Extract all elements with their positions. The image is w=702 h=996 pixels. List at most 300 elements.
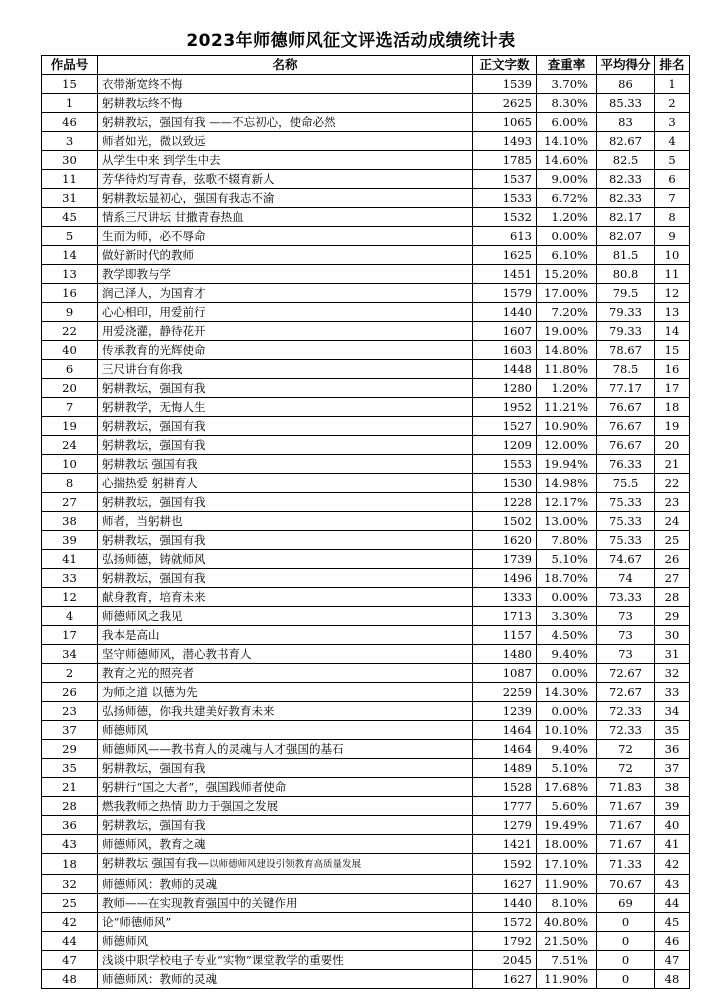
document-title: 2023年师德师风征文评选活动成绩统计表 bbox=[186, 31, 516, 51]
cell-name: 我本是高山 bbox=[98, 626, 473, 645]
cell-score: 75.5 bbox=[597, 474, 655, 493]
cell-dup: 12.17% bbox=[537, 493, 597, 512]
cell-rank: 8 bbox=[655, 208, 690, 227]
cell-id: 7 bbox=[42, 398, 98, 417]
cell-words: 1489 bbox=[473, 759, 537, 778]
cell-score: 76.67 bbox=[597, 398, 655, 417]
cell-score: 73.33 bbox=[597, 588, 655, 607]
cell-dup: 14.98% bbox=[537, 474, 597, 493]
cell-rank: 2 bbox=[655, 94, 690, 113]
table-row bbox=[42, 645, 690, 664]
cell-dup: 5.10% bbox=[537, 550, 597, 569]
table-row bbox=[42, 816, 690, 835]
cell-score: 80.8 bbox=[597, 265, 655, 284]
cell-rank: 36 bbox=[655, 740, 690, 759]
cell-score: 71.33 bbox=[597, 854, 655, 875]
table-row bbox=[42, 75, 690, 94]
cell-name: 生而为师，必不辱命 bbox=[98, 227, 473, 246]
table-row bbox=[42, 227, 690, 246]
cell-id: 13 bbox=[42, 265, 98, 284]
cell-rank: 19 bbox=[655, 417, 690, 436]
cell-name: 师者如光，微以致远 bbox=[98, 132, 473, 151]
cell-rank: 25 bbox=[655, 531, 690, 550]
cell-rank: 6 bbox=[655, 170, 690, 189]
cell-name: 弘扬师德，你我共建美好教育未来 bbox=[98, 702, 473, 721]
header-dup: 查重率 bbox=[537, 56, 597, 75]
cell-id: 48 bbox=[42, 970, 98, 989]
cell-dup: 0.00% bbox=[537, 664, 597, 683]
cell-id: 6 bbox=[42, 360, 98, 379]
cell-name: 躬耕教坛显初心，强国有我志不渝 bbox=[98, 189, 473, 208]
cell-score: 77.17 bbox=[597, 379, 655, 398]
cell-name: 躬耕教坛，强国有我 bbox=[98, 569, 473, 588]
cell-dup: 14.10% bbox=[537, 132, 597, 151]
cell-score: 76.67 bbox=[597, 436, 655, 455]
table-row bbox=[42, 493, 690, 512]
cell-words: 1785 bbox=[473, 151, 537, 170]
cell-words: 1157 bbox=[473, 626, 537, 645]
cell-rank: 35 bbox=[655, 721, 690, 740]
cell-dup: 8.10% bbox=[537, 894, 597, 913]
cell-name: 躬耕教坛，强国有我 bbox=[98, 531, 473, 550]
cell-dup: 6.10% bbox=[537, 246, 597, 265]
header-name: 名称 bbox=[98, 56, 473, 75]
cell-rank: 46 bbox=[655, 932, 690, 951]
cell-dup: 7.20% bbox=[537, 303, 597, 322]
table-row bbox=[42, 932, 690, 951]
cell-dup: 18.00% bbox=[537, 835, 597, 854]
cell-words: 1537 bbox=[473, 170, 537, 189]
cell-id: 20 bbox=[42, 379, 98, 398]
cell-words: 1065 bbox=[473, 113, 537, 132]
table-row bbox=[42, 322, 690, 341]
cell-words: 1603 bbox=[473, 341, 537, 360]
cell-id: 19 bbox=[42, 417, 98, 436]
cell-id: 21 bbox=[42, 778, 98, 797]
table-row bbox=[42, 531, 690, 550]
cell-score: 72 bbox=[597, 759, 655, 778]
cell-words: 1530 bbox=[473, 474, 537, 493]
table-row bbox=[42, 588, 690, 607]
cell-id: 35 bbox=[42, 759, 98, 778]
cell-rank: 5 bbox=[655, 151, 690, 170]
cell-words: 2625 bbox=[473, 94, 537, 113]
cell-id: 29 bbox=[42, 740, 98, 759]
cell-name: 躬耕教坛，强国有我 bbox=[98, 436, 473, 455]
cell-name: 润己泽人，为国育才 bbox=[98, 284, 473, 303]
table-row bbox=[42, 379, 690, 398]
cell-dup: 19.49% bbox=[537, 816, 597, 835]
cell-words: 1451 bbox=[473, 265, 537, 284]
table-row bbox=[42, 113, 690, 132]
cell-rank: 27 bbox=[655, 569, 690, 588]
cell-rank: 29 bbox=[655, 607, 690, 626]
cell-rank: 40 bbox=[655, 816, 690, 835]
table-row bbox=[42, 759, 690, 778]
cell-name: 衣带渐宽终不悔 bbox=[98, 75, 473, 94]
cell-rank: 26 bbox=[655, 550, 690, 569]
cell-score: 69 bbox=[597, 894, 655, 913]
cell-dup: 12.00% bbox=[537, 436, 597, 455]
cell-name: 躬耕教坛，强国有我 bbox=[98, 493, 473, 512]
cell-dup: 11.21% bbox=[537, 398, 597, 417]
cell-id: 46 bbox=[42, 113, 98, 132]
cell-words: 1087 bbox=[473, 664, 537, 683]
cell-name: 躬耕教坛 强国有我 bbox=[98, 455, 473, 474]
cell-dup: 0.00% bbox=[537, 702, 597, 721]
table-row bbox=[42, 436, 690, 455]
table-row bbox=[42, 246, 690, 265]
cell-words: 1739 bbox=[473, 550, 537, 569]
table-row bbox=[42, 474, 690, 493]
cell-rank: 1 bbox=[655, 75, 690, 94]
cell-id: 30 bbox=[42, 151, 98, 170]
cell-dup: 7.51% bbox=[537, 951, 597, 970]
cell-id: 18 bbox=[42, 854, 98, 875]
cell-name: 燃我教师之热情 助力于强国之发展 bbox=[98, 797, 473, 816]
cell-score: 81.5 bbox=[597, 246, 655, 265]
table-row bbox=[42, 94, 690, 113]
cell-score: 0 bbox=[597, 932, 655, 951]
cell-score: 74 bbox=[597, 569, 655, 588]
cell-id: 23 bbox=[42, 702, 98, 721]
cell-dup: 17.10% bbox=[537, 854, 597, 875]
cell-name: 躬耕行“国之大者”，强国践师者使命 bbox=[98, 778, 473, 797]
cell-score: 79.5 bbox=[597, 284, 655, 303]
table-row bbox=[42, 132, 690, 151]
table-row bbox=[42, 398, 690, 417]
cell-words: 1792 bbox=[473, 932, 537, 951]
cell-name: 心揣热爱 躬耕育人 bbox=[98, 474, 473, 493]
cell-rank: 37 bbox=[655, 759, 690, 778]
table-row bbox=[42, 303, 690, 322]
cell-score: 75.33 bbox=[597, 493, 655, 512]
cell-name: 躬耕教坛，强国有我 ——不忘初心，使命必然 bbox=[98, 113, 473, 132]
cell-words: 1952 bbox=[473, 398, 537, 417]
cell-id: 1 bbox=[42, 94, 98, 113]
cell-words: 1592 bbox=[473, 854, 537, 875]
cell-words: 1502 bbox=[473, 512, 537, 531]
cell-rank: 23 bbox=[655, 493, 690, 512]
table-row bbox=[42, 854, 690, 875]
table-row bbox=[42, 835, 690, 854]
cell-score: 82.33 bbox=[597, 170, 655, 189]
table-row bbox=[42, 721, 690, 740]
cell-id: 45 bbox=[42, 208, 98, 227]
cell-score: 76.67 bbox=[597, 417, 655, 436]
cell-rank: 45 bbox=[655, 913, 690, 932]
table-row bbox=[42, 664, 690, 683]
cell-words: 1627 bbox=[473, 875, 537, 894]
cell-name: 芳华待灼写青春，弦歌不辍育新人 bbox=[98, 170, 473, 189]
cell-score: 0 bbox=[597, 970, 655, 989]
cell-dup: 17.00% bbox=[537, 284, 597, 303]
cell-dup: 10.10% bbox=[537, 721, 597, 740]
cell-words: 1239 bbox=[473, 702, 537, 721]
cell-dup: 15.20% bbox=[537, 265, 597, 284]
cell-words: 613 bbox=[473, 227, 537, 246]
cell-name: 做好新时代的教师 bbox=[98, 246, 473, 265]
cell-score: 75.33 bbox=[597, 512, 655, 531]
cell-id: 9 bbox=[42, 303, 98, 322]
cell-rank: 12 bbox=[655, 284, 690, 303]
cell-score: 78.67 bbox=[597, 341, 655, 360]
header-score: 平均得分 bbox=[597, 56, 655, 75]
cell-rank: 34 bbox=[655, 702, 690, 721]
cell-id: 27 bbox=[42, 493, 98, 512]
cell-dup: 6.00% bbox=[537, 113, 597, 132]
cell-words: 1464 bbox=[473, 721, 537, 740]
cell-score: 82.33 bbox=[597, 189, 655, 208]
cell-name: 师德师风：教师的灵魂 bbox=[98, 970, 473, 989]
cell-rank: 42 bbox=[655, 854, 690, 875]
cell-score: 83 bbox=[597, 113, 655, 132]
cell-rank: 22 bbox=[655, 474, 690, 493]
cell-name: 躬耕教坛，强国有我 bbox=[98, 379, 473, 398]
cell-id: 43 bbox=[42, 835, 98, 854]
cell-dup: 19.00% bbox=[537, 322, 597, 341]
cell-dup: 0.00% bbox=[537, 227, 597, 246]
cell-rank: 11 bbox=[655, 265, 690, 284]
cell-dup: 4.50% bbox=[537, 626, 597, 645]
cell-rank: 47 bbox=[655, 951, 690, 970]
table-row bbox=[42, 913, 690, 932]
cell-dup: 11.90% bbox=[537, 970, 597, 989]
cell-name: 弘扬师德，铸就师风 bbox=[98, 550, 473, 569]
cell-words: 1440 bbox=[473, 894, 537, 913]
header-words: 正文字数 bbox=[473, 56, 537, 75]
cell-rank: 48 bbox=[655, 970, 690, 989]
cell-words: 1528 bbox=[473, 778, 537, 797]
cell-id: 36 bbox=[42, 816, 98, 835]
table-row bbox=[42, 455, 690, 474]
cell-name: 论“师德师风” bbox=[98, 913, 473, 932]
cell-name: 坚守师德师风，潜心教书育人 bbox=[98, 645, 473, 664]
cell-id: 33 bbox=[42, 569, 98, 588]
cell-score: 82.17 bbox=[597, 208, 655, 227]
cell-score: 72.33 bbox=[597, 702, 655, 721]
cell-id: 15 bbox=[42, 75, 98, 94]
table-row bbox=[42, 626, 690, 645]
cell-score: 71.83 bbox=[597, 778, 655, 797]
cell-id: 11 bbox=[42, 170, 98, 189]
cell-id: 5 bbox=[42, 227, 98, 246]
cell-id: 38 bbox=[42, 512, 98, 531]
cell-dup: 40.80% bbox=[537, 913, 597, 932]
cell-id: 22 bbox=[42, 322, 98, 341]
table-row bbox=[42, 151, 690, 170]
cell-dup: 14.60% bbox=[537, 151, 597, 170]
cell-id: 25 bbox=[42, 894, 98, 913]
cell-name: 躬耕教坛，强国有我 bbox=[98, 816, 473, 835]
table-row bbox=[42, 740, 690, 759]
cell-name: 心心相印，用爱前行 bbox=[98, 303, 473, 322]
cell-rank: 39 bbox=[655, 797, 690, 816]
cell-score: 78.5 bbox=[597, 360, 655, 379]
cell-id: 40 bbox=[42, 341, 98, 360]
cell-name: 躬耕教坛，强国有我 bbox=[98, 417, 473, 436]
cell-id: 39 bbox=[42, 531, 98, 550]
cell-rank: 7 bbox=[655, 189, 690, 208]
cell-dup: 6.72% bbox=[537, 189, 597, 208]
cell-rank: 28 bbox=[655, 588, 690, 607]
cell-name: 师者，当躬耕也 bbox=[98, 512, 473, 531]
cell-score: 86 bbox=[597, 75, 655, 94]
cell-id: 17 bbox=[42, 626, 98, 645]
cell-words: 1625 bbox=[473, 246, 537, 265]
cell-words: 1421 bbox=[473, 835, 537, 854]
header-rank: 排名 bbox=[655, 56, 690, 75]
cell-score: 73 bbox=[597, 626, 655, 645]
table-row bbox=[42, 970, 690, 989]
cell-name: 躬耕教坛，强国有我 bbox=[98, 759, 473, 778]
cell-id: 10 bbox=[42, 455, 98, 474]
cell-name: 师德师风 bbox=[98, 932, 473, 951]
cell-id: 16 bbox=[42, 284, 98, 303]
cell-name: 献身教育，培育未来 bbox=[98, 588, 473, 607]
cell-dup: 3.70% bbox=[537, 75, 597, 94]
table-row bbox=[42, 683, 690, 702]
cell-words: 1440 bbox=[473, 303, 537, 322]
cell-rank: 44 bbox=[655, 894, 690, 913]
cell-name: 从学生中来 到学生中去 bbox=[98, 151, 473, 170]
cell-words: 1572 bbox=[473, 913, 537, 932]
cell-name: 教师——在实现教育强国中的关键作用 bbox=[98, 894, 473, 913]
cell-name-suffix: 以师德师风建设引领教育高质量发展 bbox=[209, 859, 362, 870]
cell-score: 0 bbox=[597, 913, 655, 932]
cell-dup: 9.00% bbox=[537, 170, 597, 189]
cell-words: 2259 bbox=[473, 683, 537, 702]
cell-words: 1713 bbox=[473, 607, 537, 626]
cell-words: 1493 bbox=[473, 132, 537, 151]
cell-words: 2045 bbox=[473, 951, 537, 970]
cell-name: 躬耕教学，无悔人生 bbox=[98, 398, 473, 417]
cell-dup: 5.10% bbox=[537, 759, 597, 778]
header-id: 作品号 bbox=[42, 56, 98, 75]
cell-id: 34 bbox=[42, 645, 98, 664]
cell-words: 1280 bbox=[473, 379, 537, 398]
cell-dup: 7.80% bbox=[537, 531, 597, 550]
cell-id: 4 bbox=[42, 607, 98, 626]
cell-words: 1228 bbox=[473, 493, 537, 512]
cell-score: 76.33 bbox=[597, 455, 655, 474]
cell-score: 74.67 bbox=[597, 550, 655, 569]
table-row bbox=[42, 797, 690, 816]
cell-name: 师德师风——教书育人的灵魂与人才强国的基石 bbox=[98, 740, 473, 759]
cell-rank: 41 bbox=[655, 835, 690, 854]
cell-score: 72 bbox=[597, 740, 655, 759]
table-row bbox=[42, 265, 690, 284]
cell-rank: 24 bbox=[655, 512, 690, 531]
cell-dup: 10.90% bbox=[537, 417, 597, 436]
cell-name: 为师之道 以德为先 bbox=[98, 683, 473, 702]
cell-score: 82.07 bbox=[597, 227, 655, 246]
cell-id: 28 bbox=[42, 797, 98, 816]
cell-name: 师德师风：教师的灵魂 bbox=[98, 875, 473, 894]
table-row bbox=[42, 894, 690, 913]
cell-words: 1527 bbox=[473, 417, 537, 436]
cell-score: 79.33 bbox=[597, 322, 655, 341]
cell-words: 1579 bbox=[473, 284, 537, 303]
table-header-row bbox=[42, 56, 690, 75]
cell-score: 71.67 bbox=[597, 797, 655, 816]
cell-id: 12 bbox=[42, 588, 98, 607]
cell-id: 3 bbox=[42, 132, 98, 151]
cell-words: 1539 bbox=[473, 75, 537, 94]
table-row bbox=[42, 550, 690, 569]
cell-words: 1607 bbox=[473, 322, 537, 341]
table-row bbox=[42, 778, 690, 797]
table-row bbox=[42, 208, 690, 227]
cell-id: 2 bbox=[42, 664, 98, 683]
cell-id: 32 bbox=[42, 875, 98, 894]
cell-dup: 3.30% bbox=[537, 607, 597, 626]
cell-id: 26 bbox=[42, 683, 98, 702]
cell-dup: 21.50% bbox=[537, 932, 597, 951]
cell-id: 37 bbox=[42, 721, 98, 740]
table-row bbox=[42, 341, 690, 360]
table-row bbox=[42, 170, 690, 189]
cell-score: 72.67 bbox=[597, 683, 655, 702]
cell-words: 1777 bbox=[473, 797, 537, 816]
table-row bbox=[42, 189, 690, 208]
cell-dup: 14.30% bbox=[537, 683, 597, 702]
cell-id: 24 bbox=[42, 436, 98, 455]
cell-words: 1279 bbox=[473, 816, 537, 835]
table-row bbox=[42, 951, 690, 970]
cell-id: 47 bbox=[42, 951, 98, 970]
cell-rank: 33 bbox=[655, 683, 690, 702]
cell-name: 浅谈中职学校电子专业“实物”课堂教学的重要性 bbox=[98, 951, 473, 970]
cell-rank: 14 bbox=[655, 322, 690, 341]
cell-dup: 5.60% bbox=[537, 797, 597, 816]
cell-words: 1533 bbox=[473, 189, 537, 208]
cell-score: 73 bbox=[597, 607, 655, 626]
cell-score: 82.5 bbox=[597, 151, 655, 170]
cell-rank: 20 bbox=[655, 436, 690, 455]
cell-id: 41 bbox=[42, 550, 98, 569]
cell-rank: 15 bbox=[655, 341, 690, 360]
table-row bbox=[42, 875, 690, 894]
cell-name: 三尺讲台有你我 bbox=[98, 360, 473, 379]
cell-words: 1448 bbox=[473, 360, 537, 379]
cell-id: 42 bbox=[42, 913, 98, 932]
cell-score: 82.67 bbox=[597, 132, 655, 151]
cell-score: 73 bbox=[597, 645, 655, 664]
cell-dup: 1.20% bbox=[537, 379, 597, 398]
cell-rank: 9 bbox=[655, 227, 690, 246]
cell-words: 1627 bbox=[473, 970, 537, 989]
cell-name: 情系三尺讲坛 甘撒青春热血 bbox=[98, 208, 473, 227]
cell-rank: 43 bbox=[655, 875, 690, 894]
cell-words: 1496 bbox=[473, 569, 537, 588]
cell-score: 75.33 bbox=[597, 531, 655, 550]
cell-rank: 21 bbox=[655, 455, 690, 474]
cell-words: 1532 bbox=[473, 208, 537, 227]
table-row bbox=[42, 569, 690, 588]
cell-dup: 19.94% bbox=[537, 455, 597, 474]
cell-rank: 30 bbox=[655, 626, 690, 645]
cell-dup: 1.20% bbox=[537, 208, 597, 227]
cell-rank: 32 bbox=[655, 664, 690, 683]
cell-dup: 11.90% bbox=[537, 875, 597, 894]
cell-rank: 18 bbox=[655, 398, 690, 417]
table-row bbox=[42, 360, 690, 379]
cell-words: 1620 bbox=[473, 531, 537, 550]
cell-dup: 11.80% bbox=[537, 360, 597, 379]
cell-rank: 31 bbox=[655, 645, 690, 664]
cell-name: 教育之光的照亮者 bbox=[98, 664, 473, 683]
